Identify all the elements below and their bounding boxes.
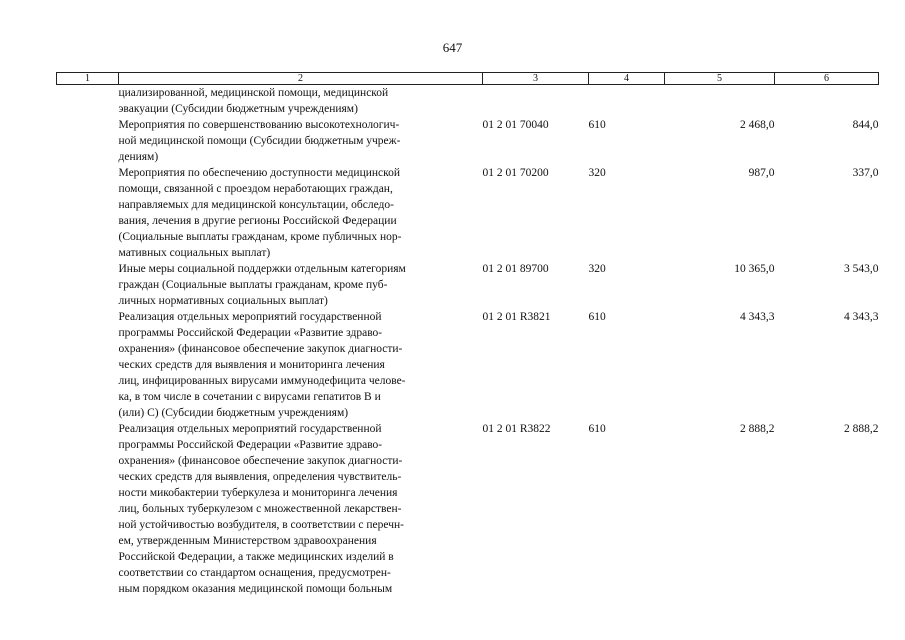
table-row [57,309,879,421]
cell-sum-1: 4 343,3 [740,311,775,323]
cell-expense-type: 610 [588,119,606,131]
cell-expense-type: 320 [588,167,606,179]
table-row [57,165,879,261]
cell-code: 01 2 01 R3822 [482,423,551,435]
cell-description: Реализация отдельных мероприятий государственной программы Российской Федерации «Развитие здраво- охранения» (финансовое обеспечение закупок диагности- ческих средств для выявления, определения чувствитель- ности микобактерии туберкулеза и мониторинга лечения лиц, больных туберкулезом с множественной лекарствен- ной устойчивостью возбудителя, в соответствии с перечн- ем, утвержденным Министерством здравоохранения Российской Федерации, а также медицинских изделий в соответствии со стандартом оснащения, предусмотрен- ным порядком оказания медицинской помощи больным [118,423,404,595]
header-col-3: 3 [483,73,589,85]
cell-expense-type: 320 [588,263,606,275]
cell-code: 01 2 01 89700 [482,263,549,275]
cell-sum-2: 3 543,0 [844,263,879,275]
table-body [57,85,879,598]
table-header [57,73,879,85]
cell-sum-1: 2 468,0 [740,119,775,131]
cell-sum-1 [665,85,775,118]
cell-sum-1: 2 888,2 [740,423,775,435]
cell-empty [57,165,119,261]
cell-expense-type [589,85,665,118]
header-col-1: 1 [57,73,119,85]
cell-empty [57,309,119,421]
cell-description: Иные меры социальной поддержки отдельным категориям граждан (Социальные выплаты гражданам, кроме пуб- личных нормативных социальных выплат) [118,263,406,307]
cell-empty [57,261,119,309]
header-col-6: 6 [775,73,879,85]
header-col-2: 2 [119,73,483,85]
cell-code: 01 2 01 R3821 [482,311,551,323]
cell-sum-2: 2 888,2 [844,423,879,435]
table-row [57,117,879,165]
cell-description: Реализация отдельных мероприятий государственной программы Российской Федерации «Развитие здраво- охранения» (финансовое обеспечение закупок диагности- ческих средств для выявления и мониторинга лечения лиц, инфицированных вирусами иммунодефицита челове- ка, в том числе в сочетании с вирусами гепатитов В и (или) С) (Субсидии бюджетным учреждениям) [118,311,406,419]
cell-description: циализированной, медицинской помощи, медицинской эвакуации (Субсидии бюджетным учреждениям) [118,87,389,115]
cell-empty [57,117,119,165]
cell-expense-type: 610 [588,423,606,435]
header-row [57,73,879,85]
cell-sum-2: 844,0 [852,119,879,131]
table-row [57,261,879,309]
cell-code: 01 2 01 70040 [482,119,549,131]
table-row [57,85,879,118]
cell-sum-2: 337,0 [852,167,879,179]
cell-description: Мероприятия по совершенствованию высокотехнологич- ной медицинской помощи (Субсидии бюджетным учреж- дениям) [118,119,401,163]
cell-description: Мероприятия по обеспечению доступности медицинской помощи, связанной с проездом неработающих граждан, направляемых для медицинской консультации, обследо- вания, лечения в другие регионы Российской Федерации (Социальные выплаты гражданам, кроме публичных нор- мативных социальных выплат) [118,167,402,259]
header-col-5: 5 [665,73,775,85]
table-row [57,421,879,597]
page-number: 647 [442,40,463,55]
cell-expense-type: 610 [588,311,606,323]
cell-empty [57,421,119,597]
cell-sum-2 [775,85,879,118]
cell-empty [57,85,119,118]
cell-sum-1: 987,0 [748,167,775,179]
cell-code: 01 2 01 70200 [482,167,549,179]
header-col-4: 4 [589,73,665,85]
budget-table [56,72,879,597]
cell-sum-2: 4 343,3 [844,311,879,323]
cell-code [483,85,589,118]
cell-sum-1: 10 365,0 [734,263,775,275]
